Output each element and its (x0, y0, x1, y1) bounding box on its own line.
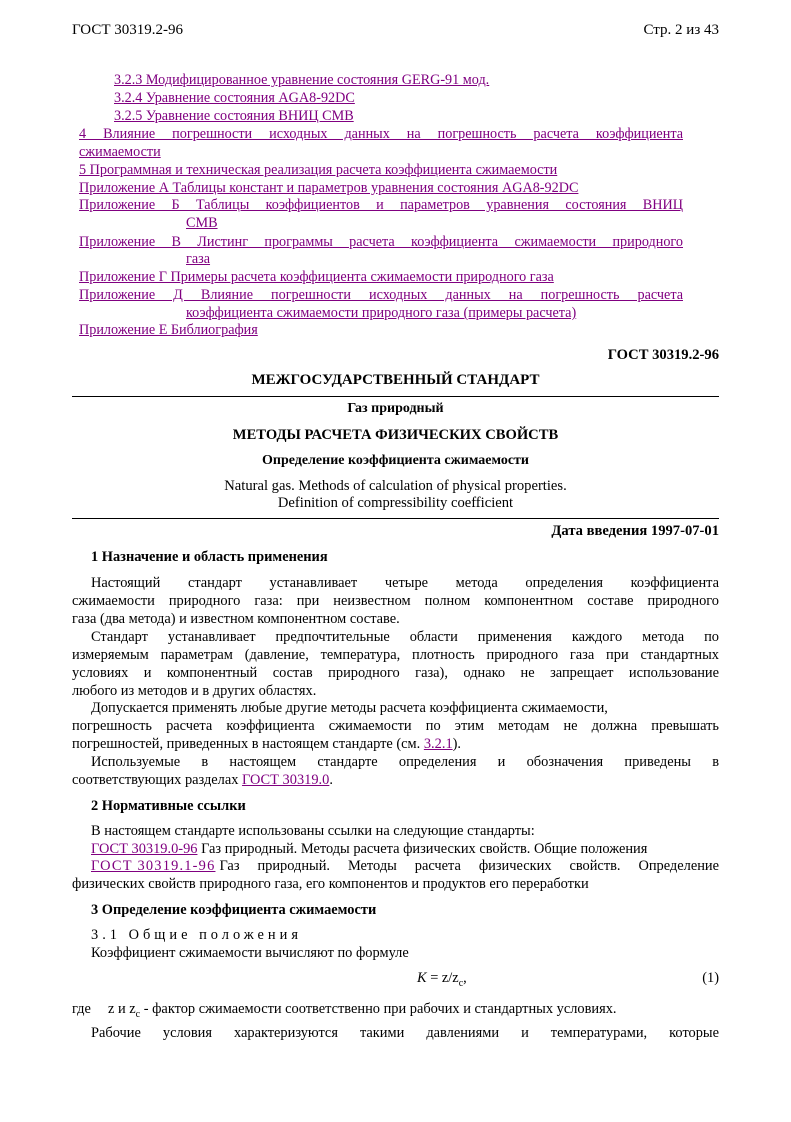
definition-title: Определение коэффициента сжимаемости (262, 453, 529, 468)
title-divider-top (72, 396, 719, 397)
formula-comma: , (463, 970, 467, 986)
formula-k-symbol: K (417, 970, 427, 986)
where-explanation (108, 1000, 617, 1024)
section-1-p3-line3 (72, 735, 461, 753)
section-1-p3-line2: погрешность расчета коэффициента сжимаемости по этим методам не должна превышать (72, 718, 719, 734)
section-2-ref1 (91, 840, 647, 858)
section-1-p4-line1: Используемые в настоящем стандарте определения и обозначения приведены в (91, 754, 719, 770)
section-1-p1-line3: газа (два метода) и известном компонентном составе. (72, 611, 400, 627)
methods-title: МЕТОДЫ РАСЧЕТА ФИЗИЧЕСКИХ СВОЙСТВ (232, 427, 559, 443)
header-right: Стр. 2 из 43 (643, 22, 719, 38)
toc-link-4[interactable]: 4 Влияние погрешности исходных данных на погрешность расчета коэффициента (79, 126, 683, 142)
where-z-symbols: z и z (108, 1001, 136, 1017)
section-1-p2-line3: условиях и компонентный состав природного газа), однако не запрещает использование (72, 665, 719, 681)
toc-link-appendix-b-cont[interactable]: СМВ (186, 215, 218, 231)
section-1-p2-line1: Стандарт устанавливает предпочтительные области применения каждого метода по (91, 629, 719, 645)
standard-code: ГОСТ 30319.2-96 (607, 347, 719, 363)
section-1-p3-line1: Допускается применять любые другие методы расчета коэффициента сжимаемости, (91, 700, 608, 716)
section-2-ref2-text: Газ природный. Методы расчета физических свойств. Определение (219, 858, 719, 874)
toc-link-appendix-v[interactable]: Приложение В Листинг программы расчета коэффициента сжимаемости природного (79, 234, 683, 250)
toc-link-appendix-a[interactable]: Приложение А Таблицы констант и параметров уравнения состояния AGA8-92DC (79, 180, 579, 196)
formula-number: (1) (702, 970, 719, 986)
toc-link-4-cont[interactable]: сжимаемости (79, 144, 161, 160)
toc-link-3-2-4[interactable]: 3.2.4 Уравнение состояния AGA8-92DC (114, 90, 355, 106)
title-divider-bottom (72, 518, 719, 519)
toc-link-appendix-v-cont[interactable]: газа (186, 251, 211, 267)
section-1-heading: 1 Назначение и область применения (91, 549, 328, 565)
link-gost-30319-1-96[interactable]: ГОСТ 30319.1-96 (91, 858, 216, 874)
toc-link-5[interactable]: 5 Программная и техническая реализация расчета коэффициента сжимаемости (79, 162, 558, 178)
english-title-line1: Natural gas. Methods of calculation of physical properties. (224, 478, 567, 494)
section-1-p1-line2: сжимаемости природного газа: при неизвестном полном компонентном составе природного (72, 593, 719, 609)
link-3-2-1[interactable]: 3.2.1 (423, 736, 453, 752)
introduction-date: Дата введения 1997-07-01 (551, 523, 719, 539)
section-1-p3-text: погрешностей, приведенных в настоящем стандарте (см. (72, 736, 424, 752)
toc-link-3-2-3[interactable]: 3.2.3 Модифицированное уравнение состояния GERG-91 мод. (114, 72, 490, 88)
where-label: где (72, 1001, 91, 1017)
formula-1 (417, 969, 467, 993)
english-title-line2: Definition of compressibility coefficient (277, 495, 514, 511)
where-text: - фактор сжимаемости соответственно при рабочих и стандартных условиях. (140, 1001, 617, 1017)
formula-subscript: c (458, 977, 464, 989)
section-2-ref2-line2: физических свойств природного газа, его компонентов и продуктов его переработки (72, 876, 589, 892)
formula-body: = z/z (426, 970, 459, 986)
toc-link-appendix-d[interactable]: Приложение Д Влияние погрешности исходных данных на погрешность расчета (79, 287, 683, 303)
section-3-last-line: Рабочие условия характеризуются такими давлениями и температурами, которые (91, 1025, 719, 1041)
link-gost-30319-0[interactable]: ГОСТ 30319.0 (242, 772, 330, 788)
header-left: ГОСТ 30319.2-96 (72, 22, 183, 38)
section-2-heading: 2 Нормативные ссылки (91, 798, 246, 814)
section-1-p1-line1: Настоящий стандарт устанавливает четыре метода определения коэффициента (91, 575, 719, 591)
toc-link-3-2-5[interactable]: 3.2.5 Уравнение состояния ВНИЦ СМВ (114, 108, 354, 124)
formula-intro: Коэффициент сжимаемости вычисляют по формуле (91, 945, 409, 961)
section-2-ref1-text: Газ природный. Методы расчета физических свойств. Общие положения (197, 841, 648, 857)
section-2-intro: В настоящем стандарте использованы ссылки на следующие стандарты: (91, 823, 535, 839)
subject-title: Газ природный (347, 401, 444, 416)
section-3-heading: 3 Определение коэффициента сжимаемости (91, 902, 377, 918)
toc-link-appendix-d-cont[interactable]: коэффициента сжимаемости природного газа (примеры расчета) (186, 305, 577, 321)
section-1-p4-text: соответствующих разделах (72, 772, 243, 788)
toc-link-appendix-g[interactable]: Приложение Г Примеры расчета коэффициента сжимаемости природного газа (79, 269, 554, 285)
section-1-p2-line4: любого из методов и в других областях. (72, 683, 317, 699)
section-1-p4-text-end: . (329, 772, 333, 788)
section-1-p2-line2: измеряемым параметрам (давление, температура, плотность природного газа при стандартных (72, 647, 719, 663)
toc-link-appendix-e[interactable]: Приложение Е Библиография (79, 322, 258, 338)
link-gost-30319-0-96[interactable]: ГОСТ 30319.0-96 (91, 841, 198, 857)
subsection-3-1-title: 3.1 Общие положения (91, 927, 302, 943)
section-1-p3-text-end: ). (452, 736, 462, 752)
toc-link-appendix-b[interactable]: Приложение Б Таблицы коэффициентов и параметров уравнения состояния ВНИЦ (79, 197, 683, 213)
interstate-standard-title: МЕЖГОСУДАРСТВЕННЫЙ СТАНДАРТ (251, 372, 540, 388)
where-subscript: c (135, 1008, 141, 1020)
section-1-p4-line2 (72, 771, 333, 789)
section-2-ref2 (91, 857, 719, 875)
